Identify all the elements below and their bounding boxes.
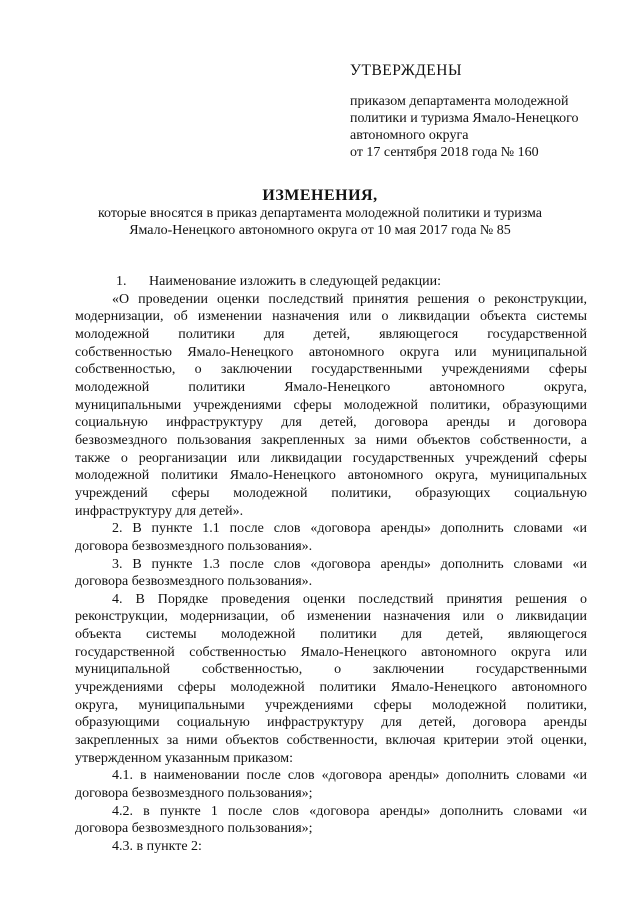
paragraph-line: реконструкции, модернизации, об изменении назначения или о ликвидации	[75, 609, 587, 625]
paragraph-line: инфраструктуру для детей».	[75, 503, 244, 519]
paragraph-line: государственной собственностью Ямало-Ненецкого автономного округа или	[75, 644, 587, 660]
paragraph-line: образующими социальную инфраструктуру для детей, договора аренды	[75, 715, 587, 731]
paragraph-line: 3. В пункте 1.3 после слов «договора аренды» дополнить словами «и	[112, 556, 587, 572]
heading-subtitle: которые вносятся в приказ департамента молодежной политики и туризма	[97, 206, 543, 221]
paragraph-line: договора безвозмездного пользования»;	[75, 821, 313, 837]
paragraph-line: муниципальной собственностью, о заключении государственными	[75, 662, 587, 678]
paragraph-line: собственностью, о заключении государственными учреждениями сферы	[75, 362, 587, 378]
paragraph-line: социальную инфраструктуру для детей, договора аренды и договора	[75, 415, 587, 431]
paragraph-line: 4.1. в наименовании после слов «договора аренды» дополнить словами «и	[112, 768, 587, 784]
paragraph-line: молодежной политики Ямало-Ненецкого автономного округа, муниципальных	[75, 468, 587, 484]
paragraph-line: 2. В пункте 1.1 после слов «договора аренды» дополнить словами «и	[112, 521, 587, 537]
paragraph-line: утвержденном указанным приказом:	[75, 750, 293, 766]
paragraph-line: «О проведении оценки последствий принятия решения о реконструкции,	[112, 291, 587, 307]
paragraph-line: договора безвозмездного пользования».	[75, 538, 313, 554]
paragraph-line: модернизации, об изменении назначения или о ликвидации объекта системы	[75, 309, 587, 325]
approval-stamp	[350, 62, 610, 161]
paragraph-line: молодежной политики для детей, являющегося государственной	[75, 326, 587, 342]
item-number: 1.	[116, 274, 127, 289]
paragraph-line: также о реорганизации или ликвидации государственных учреждений сферы	[75, 450, 587, 466]
heading-subtitle: Ямало-Ненецкого автономного округа от 10 мая 2017 года № 85	[129, 223, 511, 238]
approval-line: приказом департамента молодежной	[350, 94, 569, 109]
approval-title: УТВЕРЖДЕНЫ	[350, 62, 462, 79]
paragraph-line	[75, 273, 587, 291]
paragraph-line: закрепленных за ними объектов собственности, включая критерии этой оценки,	[75, 733, 587, 749]
item-text: Наименование изложить в следующей редакции:	[149, 274, 441, 289]
paragraph-line: учреждениями сферы молодежной политики Ямало-Ненецкого автономного	[75, 680, 587, 696]
document-heading	[60, 186, 580, 239]
paragraph-line: муниципальными учреждениями сферы молодежной политики, образующими	[75, 397, 587, 413]
paragraph-line: объекта системы молодежной политики для детей, являющегося	[75, 627, 587, 643]
approval-line: от 17 сентября 2018 года № 160	[350, 145, 539, 160]
approval-line: политики и туризма Ямало-Ненецкого	[350, 111, 579, 126]
paragraph-line: молодежной политики Ямало-Ненецкого автономного округа,	[75, 379, 587, 395]
paragraph-line: собственностью Ямало-Ненецкого автономного округа или муниципальной	[75, 344, 587, 360]
paragraph-line: округа, муниципальными учреждениями сферы молодежной политики,	[75, 697, 587, 713]
paragraph-line: 4.3. в пункте 2:	[112, 839, 202, 854]
paragraph-line: 4.2. в пункте 1 после слов «договора аренды» дополнить словами «и	[112, 803, 587, 819]
heading-title: ИЗМЕНЕНИЯ,	[262, 187, 378, 204]
paragraph-line: безвозмездного пользования закрепленных за ними объектов собственности, а	[75, 432, 587, 448]
approval-line: автономного округа	[350, 128, 469, 143]
paragraph-line: договора безвозмездного пользования».	[75, 574, 313, 590]
document-body	[75, 273, 587, 856]
paragraph-line: договора безвозмездного пользования»;	[75, 786, 313, 802]
paragraph-line: 4. В Порядке проведения оценки последствий принятия решения о	[112, 591, 587, 607]
paragraph-line: учреждений сферы молодежной политики, образующих социальную	[75, 485, 587, 501]
